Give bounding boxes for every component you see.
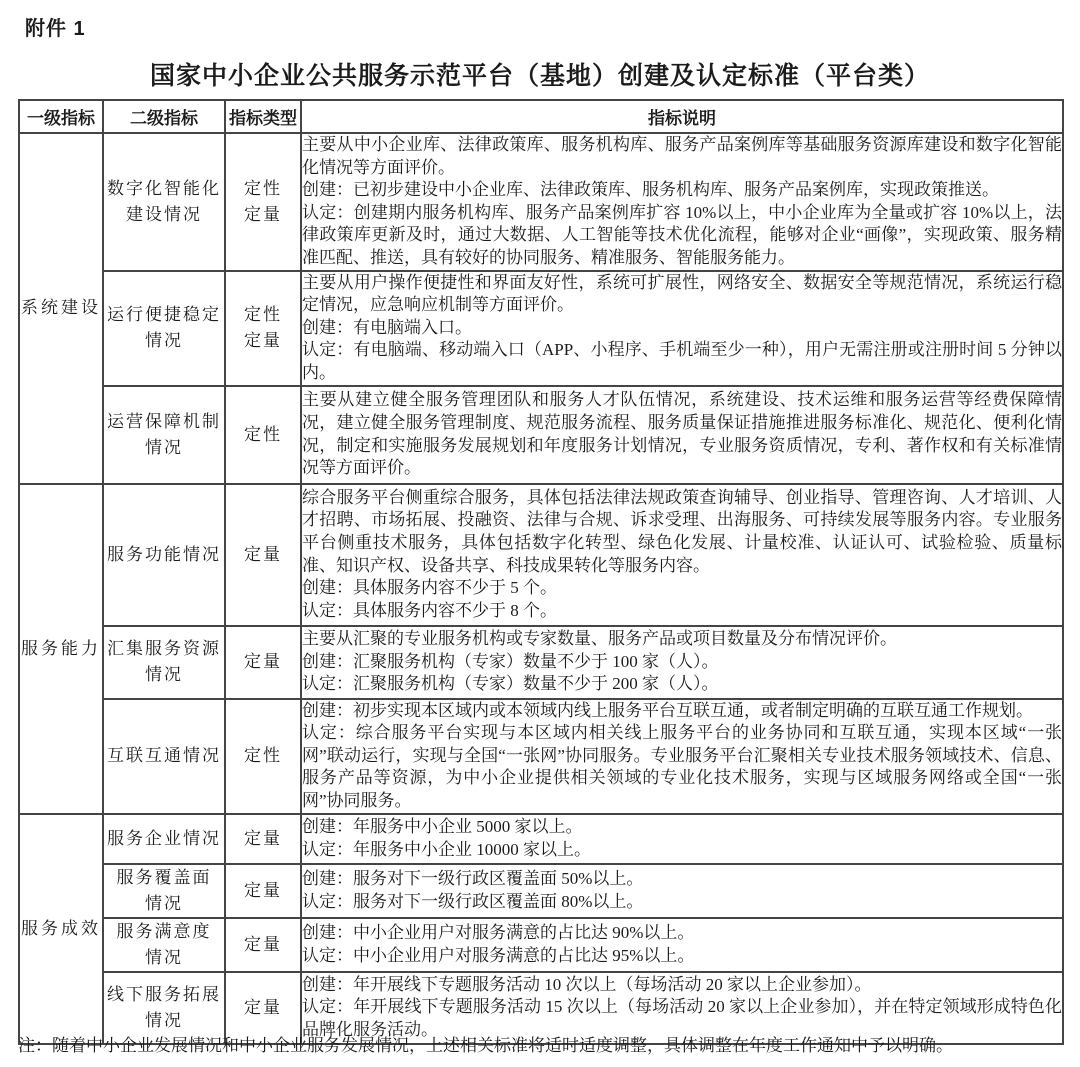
description-paragraph: 认定：创建期内服务机构库、服务产品案例库扩容 10%以上，中小企业库为全量或扩容 10%以上，法律政策库更新及时，通过大数据、人工智能等技术优化流程，能够对企业“画像”，实现政策、服务精准匹配、推送，具有较好的协同服务、精准服务、智能服务能力。 bbox=[302, 202, 1062, 267]
indicator-type-cell bbox=[225, 864, 301, 918]
description-paragraph: 认定：综合服务平台实现与本区域内相关线上服务平台的业务协同和互联互通，实现本区域“一张网”联动运行，实现与全国“一张网”协同服务。专业服务平台汇聚相关专业技术服务领域技术、信息、服务产品等资源，为中小企业提供相关领域的专业化技术服务，实现与区域服务网络或全国“一张网”协同服务。 bbox=[302, 723, 1062, 810]
type-line: 定量 bbox=[244, 880, 282, 900]
level2-indicator-cell bbox=[103, 918, 225, 972]
indicator-line: 服务功能情况 bbox=[107, 544, 221, 564]
indicator-type-cell bbox=[225, 386, 301, 484]
col-header-level2-indicator: 二级指标 bbox=[103, 100, 225, 133]
type-line: 定量 bbox=[244, 828, 282, 848]
indicator-line: 服务满意度 bbox=[116, 921, 212, 941]
col-header-indicator-description: 指标说明 bbox=[301, 100, 1063, 133]
description-paragraph: 创建：汇聚服务机构（专家）数量不少于 100 家（人）。 bbox=[302, 651, 719, 671]
type-line: 定性 bbox=[244, 424, 282, 444]
indicator-line: 汇集服务资源 bbox=[107, 639, 221, 659]
indicator-line: 情况 bbox=[145, 947, 183, 967]
indicator-description-cell bbox=[301, 133, 1063, 271]
description-paragraph: 创建：年开展线下专题服务活动 10 次以上（每场活动 20 家以上企业参加）。 bbox=[302, 974, 872, 994]
description-paragraph: 创建：有电脑端入口。 bbox=[302, 317, 472, 337]
type-line: 定量 bbox=[244, 544, 282, 564]
indicator-description-cell bbox=[301, 386, 1063, 484]
table-row bbox=[19, 484, 1063, 626]
level2-indicator-cell bbox=[103, 814, 225, 864]
indicator-line: 情况 bbox=[145, 665, 183, 685]
indicator-line: 情况 bbox=[145, 331, 183, 351]
description-paragraph: 认定：具体服务内容不少于 8 个。 bbox=[302, 600, 557, 620]
indicator-line: 建设情况 bbox=[126, 204, 202, 224]
indicator-description-cell bbox=[301, 972, 1063, 1044]
header-row bbox=[19, 100, 1063, 133]
page-title: 国家中小企业公共服务示范平台（基地）创建及认定标准（平台类） bbox=[149, 62, 930, 90]
description-paragraph: 认定：年服务中小企业 10000 家以上。 bbox=[302, 839, 591, 859]
indicator-type-cell bbox=[225, 918, 301, 972]
section-cell-service-capability: 服务能力 bbox=[19, 484, 103, 814]
description-paragraph: 主要从用户操作便捷性和界面友好性，系统可扩展性，网络安全、数据安全等规范情况，系统运行稳定情况，应急响应机制等方面评价。 bbox=[302, 272, 1062, 315]
indicator-line: 情况 bbox=[145, 437, 183, 457]
level2-indicator-cell bbox=[103, 484, 225, 626]
description-paragraph: 主要从建立健全服务管理团队和服务人才队伍情况，系统建设、技术运维和服务运营等经费保障情况，建立健全服务管理制度、规范服务流程、服务质量保证措施推进服务标准化、规范化、便利化情况，制定和实施服务发展规划和年度服务计划情况，专业服务资质情况，专利、著作权和有关标准情况等方面评价。 bbox=[302, 390, 1062, 478]
type-line: 定量 bbox=[244, 934, 282, 954]
type-line: 定量 bbox=[244, 997, 282, 1017]
description-paragraph: 认定：中小企业用户对服务满意的占比达 95%以上。 bbox=[302, 945, 695, 965]
description-paragraph: 认定：服务对下一级行政区覆盖面 80%以上。 bbox=[302, 891, 644, 911]
indicator-line: 互联互通情况 bbox=[107, 746, 221, 766]
indicator-type-cell bbox=[225, 814, 301, 864]
type-line: 定量 bbox=[244, 331, 282, 351]
indicator-line: 服务企业情况 bbox=[107, 828, 221, 848]
type-line: 定量 bbox=[244, 652, 282, 672]
description-paragraph: 认定：汇聚服务机构（专家）数量不少于 200 家（人）。 bbox=[302, 674, 719, 694]
description-paragraph: 综合服务平台侧重综合服务，具体包括法律法规政策查询辅导、创业指导、管理咨询、人才培训、人才招聘、市场拓展、投融资、法律与合规、诉求受理、出海服务、可持续发展等服务内容。专业服务平台侧重技术服务，具体包括数字化转型、绿色化发展、计量校准、认证认可、试验检验、质量标准、知识产权、设备共享、科技成果转化等服务内容。 bbox=[302, 487, 1062, 575]
type-line: 定性 bbox=[244, 305, 282, 325]
section-cell-service-effectiveness: 服务成效 bbox=[19, 814, 103, 1044]
description-paragraph: 创建：具体服务内容不少于 5 个。 bbox=[302, 578, 557, 598]
indicator-type-cell bbox=[225, 626, 301, 699]
description-paragraph: 主要从汇聚的专业服务机构或专家数量、服务产品或项目数量及分布情况评价。 bbox=[302, 629, 897, 649]
description-paragraph: 创建：中小企业用户对服务满意的占比达 90%以上。 bbox=[302, 922, 695, 942]
indicator-description-cell bbox=[301, 484, 1063, 626]
indicator-description-cell bbox=[301, 814, 1063, 864]
footnote: 注：随着中小企业发展情况和中小企业服务发展情况，上述相关标准将适时适度调整，具体调整在年度工作通知中予以明确。 bbox=[18, 1036, 953, 1055]
table-row bbox=[19, 133, 1063, 271]
level2-indicator-cell bbox=[103, 386, 225, 484]
indicator-line: 运行便捷稳定 bbox=[107, 305, 221, 325]
description-paragraph: 创建：初步实现本区域内或本领域内线上服务平台互联互通，或者制定明确的互联互通工作规划。 bbox=[302, 700, 1033, 720]
standards-table bbox=[18, 99, 1064, 1045]
type-line: 定性 bbox=[244, 178, 282, 198]
table-row bbox=[19, 386, 1063, 484]
table-row bbox=[19, 271, 1063, 386]
type-line: 定性 bbox=[244, 746, 282, 766]
indicator-line: 情况 bbox=[145, 893, 183, 913]
section-cell-system-construction: 系统建设 bbox=[19, 133, 103, 484]
table-row bbox=[19, 972, 1063, 1044]
level2-indicator-cell bbox=[103, 271, 225, 386]
description-paragraph: 认定：有电脑端、移动端入口（APP、小程序、手机端至少一种），用户无需注册或注册时间 5 分钟以内。 bbox=[302, 340, 1062, 382]
description-paragraph: 认定：年开展线下专题服务活动 15 次以上（每场活动 20 家以上企业参加），并在特定领域形成特色化品牌化服务活动。 bbox=[302, 997, 1062, 1039]
table-row bbox=[19, 626, 1063, 699]
indicator-description-cell bbox=[301, 864, 1063, 918]
indicator-line: 数字化智能化 bbox=[107, 178, 221, 198]
indicator-description-cell bbox=[301, 271, 1063, 386]
description-paragraph: 创建：年服务中小企业 5000 家以上。 bbox=[302, 816, 583, 836]
indicator-line: 线下服务拓展 bbox=[107, 984, 221, 1004]
description-paragraph: 主要从中小企业库、法律政策库、服务机构库、服务产品案例库等基础服务资源库建设和数字化智能化情况等方面评价。 bbox=[302, 135, 1062, 177]
level2-indicator-cell bbox=[103, 133, 225, 271]
indicator-type-cell bbox=[225, 271, 301, 386]
table-row bbox=[19, 918, 1063, 972]
indicator-type-cell bbox=[225, 699, 301, 814]
col-header-indicator-type: 指标类型 bbox=[225, 100, 301, 133]
level2-indicator-cell bbox=[103, 864, 225, 918]
indicator-description-cell bbox=[301, 918, 1063, 972]
table-row bbox=[19, 814, 1063, 864]
indicator-line: 运营保障机制 bbox=[107, 411, 221, 431]
level2-indicator-cell bbox=[103, 699, 225, 814]
indicator-type-cell bbox=[225, 972, 301, 1044]
level2-indicator-cell bbox=[103, 972, 225, 1044]
table-row bbox=[19, 699, 1063, 814]
attachment-label: 附件 1 bbox=[25, 18, 86, 40]
description-paragraph: 创建：服务对下一级行政区覆盖面 50%以上。 bbox=[302, 868, 644, 888]
indicator-type-cell bbox=[225, 484, 301, 626]
indicator-line: 服务覆盖面 bbox=[116, 867, 212, 887]
level2-indicator-cell bbox=[103, 626, 225, 699]
description-paragraph: 创建：已初步建设中小企业库、法律政策库、服务机构库、服务产品案例库，实现政策推送。 bbox=[302, 180, 999, 200]
indicator-description-cell bbox=[301, 699, 1063, 814]
indicator-line: 情况 bbox=[145, 1010, 183, 1030]
type-line: 定量 bbox=[244, 204, 282, 224]
indicator-description-cell bbox=[301, 626, 1063, 699]
indicator-type-cell bbox=[225, 133, 301, 271]
col-header-level1-indicator: 一级指标 bbox=[19, 100, 103, 133]
table-row bbox=[19, 864, 1063, 918]
